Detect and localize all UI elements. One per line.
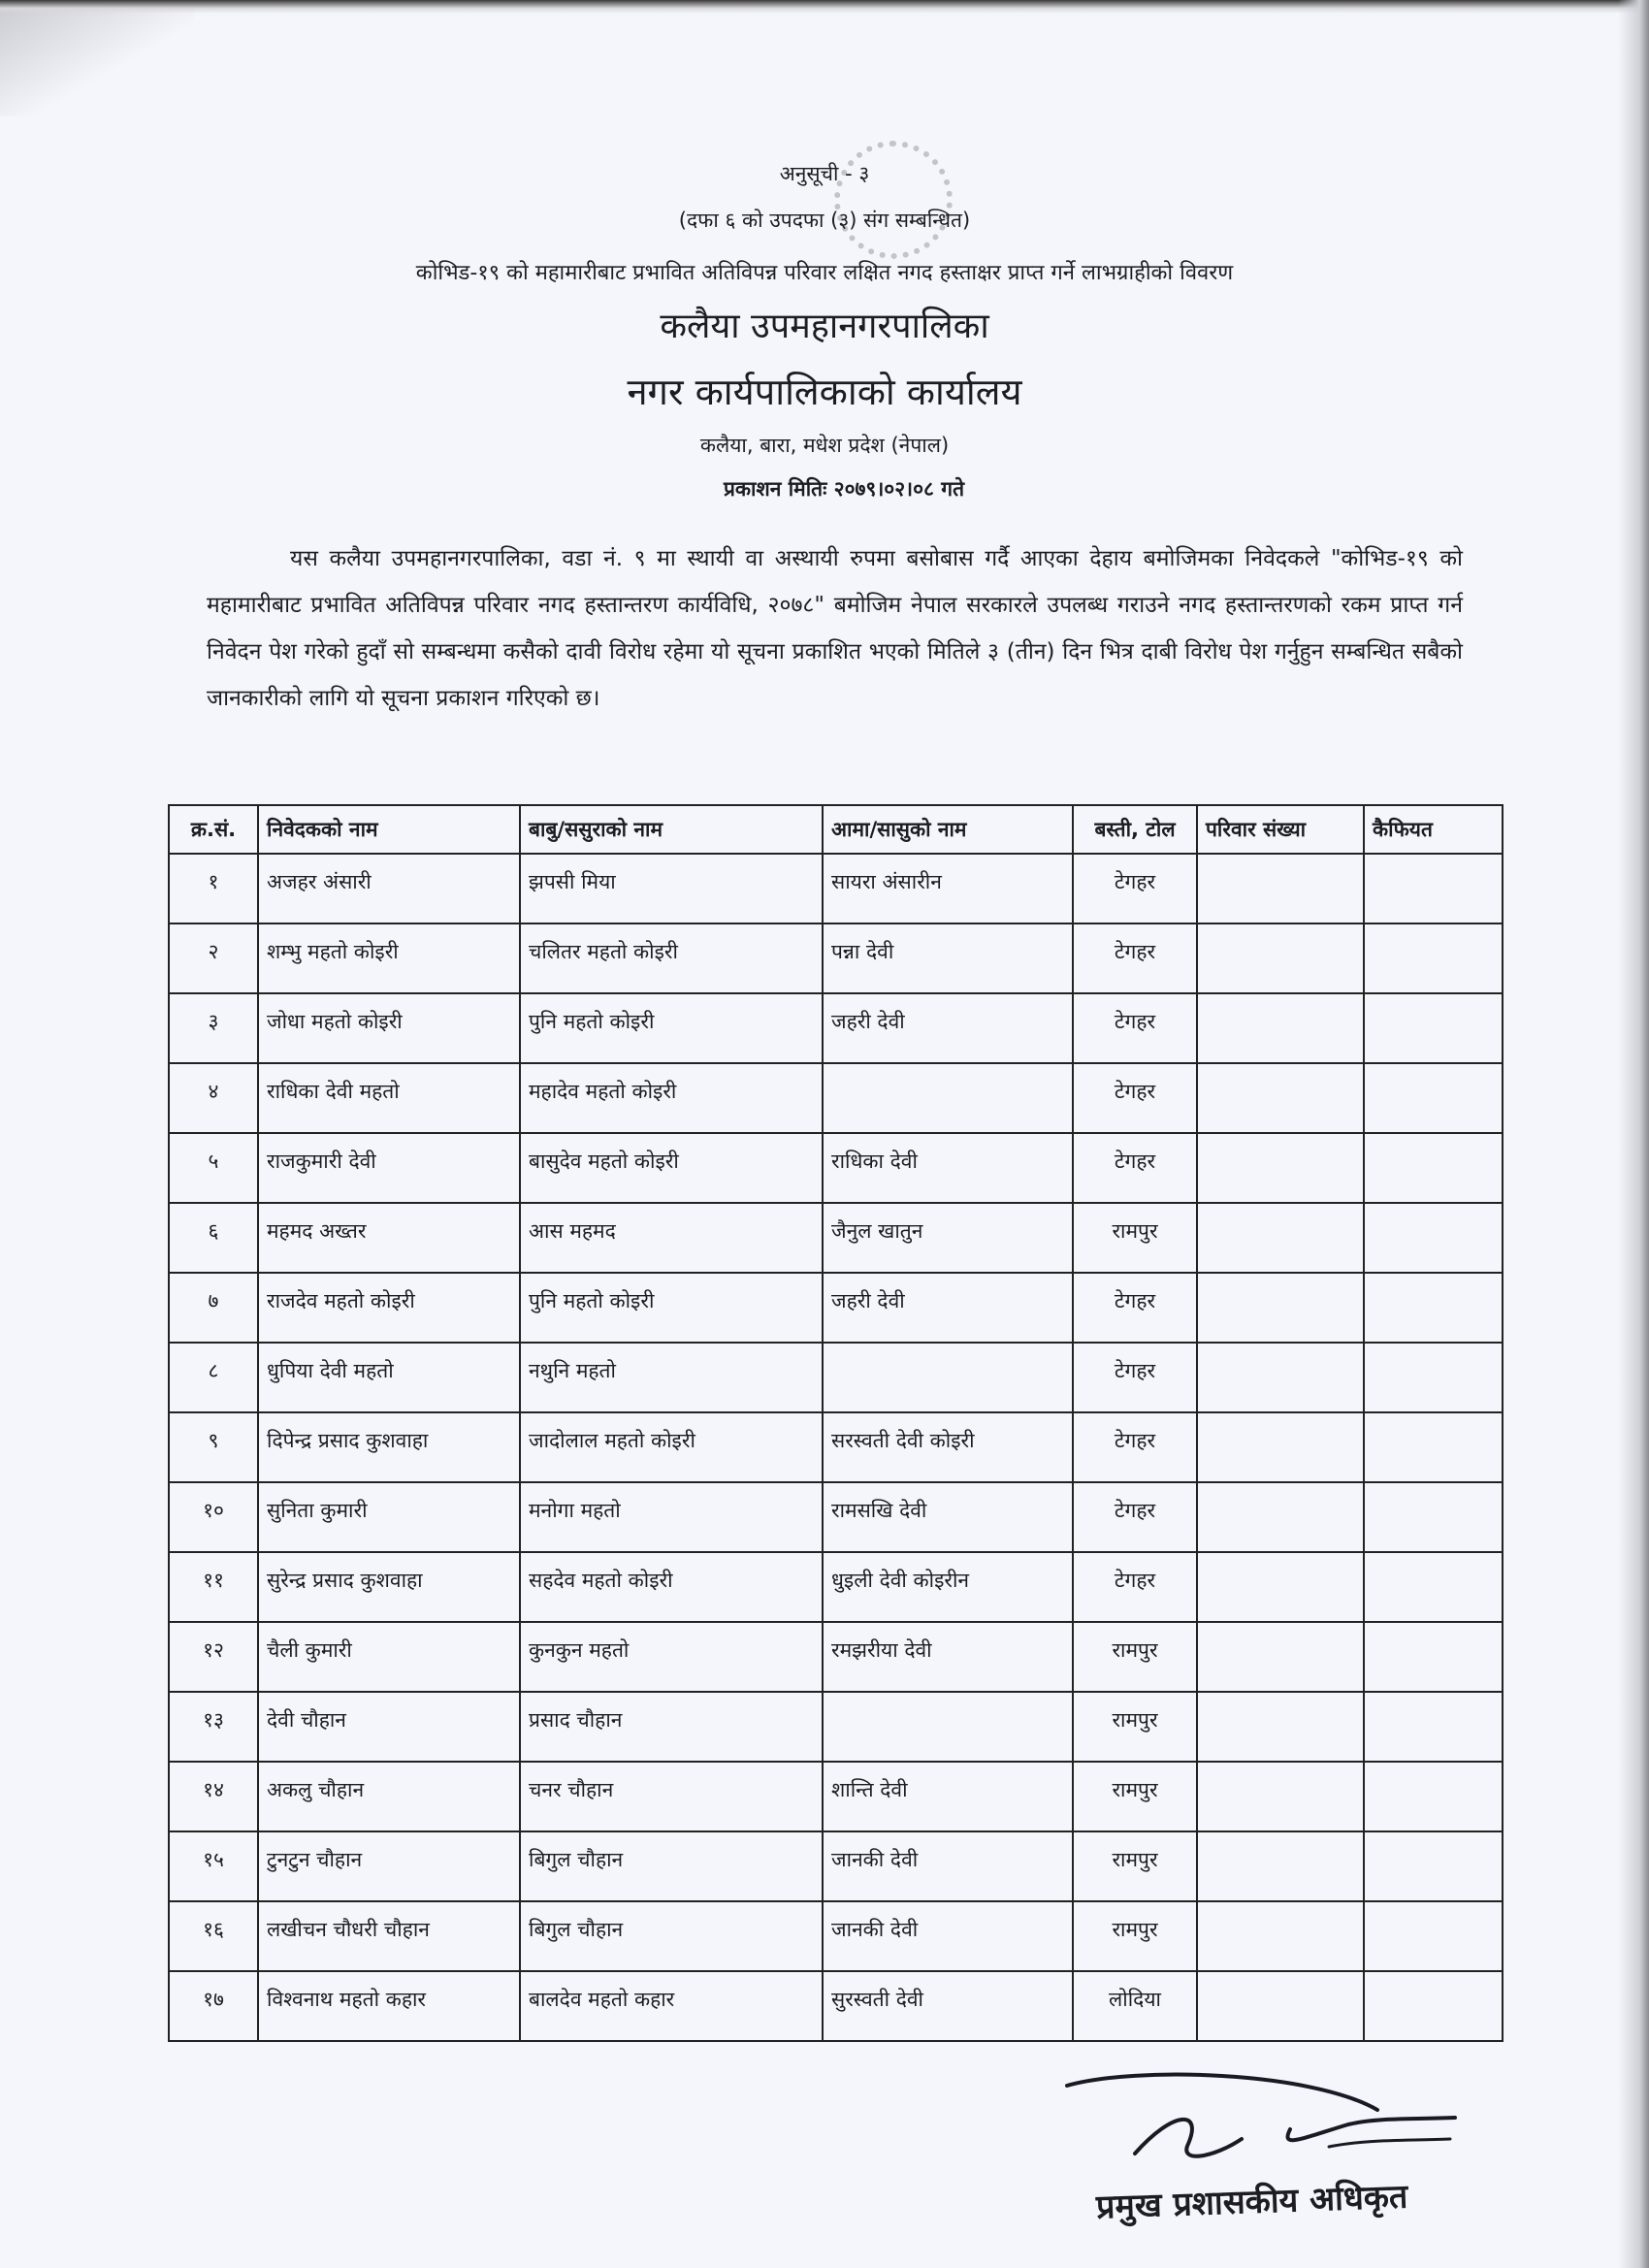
notice-paragraph: यस कलैया उपमहानगरपालिका, वडा नं. ९ मा स्थायी वा अस्थायी रुपमा बसोबास गर्दै आएका देहाय बमोजिमका निवेदकले "कोभिड-१९ को महामारीबाट प्रभावित अतिविपन्न परिवार नगद हस्तान्तरण कार्यविधि, २०७८" बमोजिम नेपाल सरकारले उपलब्ध गराउने नगद हस्तान्तरणको रकम प्राप्त गर्न निवेदन पेश गरेको हुदाँ सो सम्बन्धमा कसैको दावी विरोध रहेमा यो सूचना प्रकाशित भएको मितिले ३ (तीन) दिन भित्र दाबी विरोध पेश गर्नुहुन सम्बन्धित सबैको जानकारीको लागि यो सूचना प्रकाशन गरिएको छ। (207, 546, 1463, 711)
cell-mother: सरस्वती देवी कोइरी (823, 1412, 1073, 1482)
cell-applicant: शम्भु महतो कोइरी (258, 923, 520, 993)
cell-applicant: लखीचन चौधरी चौहान (258, 1901, 520, 1971)
column-header-family-size: परिवार संख्या (1197, 805, 1364, 854)
cell-father: चलितर महतो कोइरी (520, 923, 823, 993)
cell-settlement: टेगहर (1073, 993, 1197, 1063)
cell-serial: ८ (169, 1343, 258, 1412)
cell-mother: जानकी देवी (823, 1901, 1073, 1971)
cell-applicant: महमद अख्तर (258, 1203, 520, 1273)
cell-father: पुनि महतो कोइरी (520, 993, 823, 1063)
table-header-row (169, 805, 1503, 854)
table-row (169, 1273, 1503, 1343)
cell-serial: १७ (169, 1971, 258, 2041)
cell-remarks (1364, 1273, 1503, 1343)
cell-father: मनोगा महतो (520, 1482, 823, 1552)
column-header-serial: क्र.सं. (169, 805, 258, 854)
cell-settlement: टेगहर (1073, 1133, 1197, 1203)
table-row (169, 1622, 1503, 1692)
cell-remarks (1364, 1203, 1503, 1273)
cell-remarks (1364, 1133, 1503, 1203)
cell-settlement: टेगहर (1073, 1063, 1197, 1133)
cell-serial: ३ (169, 993, 258, 1063)
cell-father: नथुनि महतो (520, 1343, 823, 1412)
cell-remarks (1364, 1762, 1503, 1831)
annex-label: अनुसूची - ३ (779, 162, 870, 185)
cell-serial: ७ (169, 1273, 258, 1343)
cell-father: झपसी मिया (520, 854, 823, 923)
cell-applicant: राधिका देवी महतो (258, 1063, 520, 1133)
cell-remarks (1364, 1901, 1503, 1971)
office-stamp (834, 141, 953, 259)
cell-remarks (1364, 1063, 1503, 1133)
cell-mother (823, 1063, 1073, 1133)
municipality-name: कलैया उपमहानगरपालिका (660, 307, 989, 346)
cell-applicant: जोधा महतो कोइरी (258, 993, 520, 1063)
section-reference: (दफा ६ को उपदफा (३) संग सम्बन्धित) (678, 209, 971, 232)
table-row (169, 1203, 1503, 1273)
cell-remarks (1364, 1622, 1503, 1692)
cell-serial: ४ (169, 1063, 258, 1133)
column-header-father: बाबु/ससुराको नाम (520, 805, 823, 854)
column-header-applicant: निवेदकको नाम (258, 805, 520, 854)
cell-mother (823, 1343, 1073, 1412)
cell-applicant: चैली कुमारी (258, 1622, 520, 1692)
cell-serial: १२ (169, 1622, 258, 1692)
cell-applicant: राजकुमारी देवी (258, 1133, 520, 1203)
cell-remarks (1364, 854, 1503, 923)
cell-settlement: टेगहर (1073, 1482, 1197, 1552)
cell-father: बिगुल चौहान (520, 1831, 823, 1901)
cell-settlement: रामपुर (1073, 1901, 1197, 1971)
cell-applicant: सुनिता कुमारी (258, 1482, 520, 1552)
cell-serial: २ (169, 923, 258, 993)
cell-settlement: रामपुर (1073, 1831, 1197, 1901)
cell-serial: ५ (169, 1133, 258, 1203)
cell-father: चनर चौहान (520, 1762, 823, 1831)
cell-family-size (1197, 1831, 1364, 1901)
cell-family-size (1197, 923, 1364, 993)
cell-mother: जहरी देवी (823, 993, 1073, 1063)
cell-father: कुनकुन महतो (520, 1622, 823, 1692)
table-row (169, 1133, 1503, 1203)
cell-family-size (1197, 1273, 1364, 1343)
cell-mother (823, 1692, 1073, 1762)
cell-settlement: रामपुर (1073, 1622, 1197, 1692)
cell-father: पुनि महतो कोइरी (520, 1273, 823, 1343)
cell-mother: राधिका देवी (823, 1133, 1073, 1203)
cell-mother: जैनुल खातुन (823, 1203, 1073, 1273)
cell-father: प्रसाद चौहान (520, 1692, 823, 1762)
table-row (169, 1901, 1503, 1971)
cell-family-size (1197, 1901, 1364, 1971)
table-row (169, 1482, 1503, 1552)
cell-family-size (1197, 854, 1364, 923)
cell-serial: ११ (169, 1552, 258, 1622)
cell-serial: १० (169, 1482, 258, 1552)
table-row (169, 1343, 1503, 1412)
cell-settlement: रामपुर (1073, 1692, 1197, 1762)
cell-father: बासुदेव महतो कोइरी (520, 1133, 823, 1203)
cell-applicant: देवी चौहान (258, 1692, 520, 1762)
column-header-remarks: कैफियत (1364, 805, 1503, 854)
cell-settlement: टेगहर (1073, 1412, 1197, 1482)
cell-mother: सुरस्वती देवी (823, 1971, 1073, 2041)
cell-settlement: टेगहर (1073, 854, 1197, 923)
cell-applicant: राजदेव महतो कोइरी (258, 1273, 520, 1343)
cell-father: बालदेव महतो कहार (520, 1971, 823, 2041)
cell-settlement: टेगहर (1073, 1552, 1197, 1622)
cell-settlement: टेगहर (1073, 923, 1197, 993)
cell-applicant: विश्वनाथ महतो कहार (258, 1971, 520, 2041)
cell-father: जादोलाल महतो कोइरी (520, 1412, 823, 1482)
cell-serial: १३ (169, 1692, 258, 1762)
cell-settlement: टेगहर (1073, 1343, 1197, 1412)
table-row (169, 993, 1503, 1063)
cell-remarks (1364, 923, 1503, 993)
table-row (169, 1552, 1503, 1622)
cell-family-size (1197, 993, 1364, 1063)
cell-family-size (1197, 1343, 1364, 1412)
scan-edge-top (0, 0, 1649, 14)
cell-family-size (1197, 1762, 1364, 1831)
cell-family-size (1197, 1622, 1364, 1692)
cell-serial: ६ (169, 1203, 258, 1273)
cell-remarks (1364, 1971, 1503, 2041)
cell-family-size (1197, 1971, 1364, 2041)
table-row (169, 923, 1503, 993)
cell-family-size (1197, 1482, 1364, 1552)
cell-remarks (1364, 1831, 1503, 1901)
office-address: कलैया, बारा, मधेश प्रदेश (नेपाल) (699, 434, 950, 457)
cell-applicant: सुरेन्द्र प्रसाद कुशवाहा (258, 1552, 520, 1622)
cell-serial: ९ (169, 1412, 258, 1482)
cell-applicant: अकलु चौहान (258, 1762, 520, 1831)
cell-applicant: टुनटुन चौहान (258, 1831, 520, 1901)
table-row (169, 1692, 1503, 1762)
cell-mother: पन्ना देवी (823, 923, 1073, 993)
cell-remarks (1364, 1343, 1503, 1412)
cell-settlement: रामपुर (1073, 1203, 1197, 1273)
column-header-settlement: बस्ती, टोल (1073, 805, 1197, 854)
signatory-title: प्रमुख प्रशासकीय अधिकृत (1095, 2177, 1408, 2227)
cell-father: बिगुल चौहान (520, 1901, 823, 1971)
cell-mother: धुइली देवी कोइरीन (823, 1552, 1073, 1622)
cell-remarks (1364, 993, 1503, 1063)
table-row (169, 1412, 1503, 1482)
table-row (169, 854, 1503, 923)
table-row (169, 1831, 1503, 1901)
cell-father: आस महमद (520, 1203, 823, 1273)
cell-family-size (1197, 1063, 1364, 1133)
table-row (169, 1971, 1503, 2041)
document-subject: कोभिड-१९ को महामारीबाट प्रभावित अतिविपन्न परिवार लक्षित नगद हस्ताक्षर प्राप्त गर्ने लाभग्राहीको विवरण (415, 261, 1234, 285)
cell-settlement: टेगहर (1073, 1273, 1197, 1343)
cell-father: महादेव महतो कोइरी (520, 1063, 823, 1133)
cell-remarks (1364, 1482, 1503, 1552)
cell-mother: शान्ति देवी (823, 1762, 1073, 1831)
table-row (169, 1063, 1503, 1133)
handwritten-signature (1057, 2071, 1465, 2178)
cell-family-size (1197, 1412, 1364, 1482)
table-body (169, 854, 1503, 2041)
cell-family-size (1197, 1552, 1364, 1622)
publication-date: प्रकाशन मितिः २०७९।०२।०८ गते (723, 477, 965, 501)
cell-family-size (1197, 1203, 1364, 1273)
cell-father: सहदेव महतो कोइरी (520, 1552, 823, 1622)
cell-applicant: अजहर अंसारी (258, 854, 520, 923)
scan-fold-shadow (0, 0, 194, 116)
cell-mother: जहरी देवी (823, 1273, 1073, 1343)
cell-settlement: लोदिया (1073, 1971, 1197, 2041)
cell-mother: रमझरीया देवी (823, 1622, 1073, 1692)
cell-serial: १५ (169, 1831, 258, 1901)
cell-family-size (1197, 1133, 1364, 1203)
cell-applicant: दिपेन्द्र प्रसाद कुशवाहा (258, 1412, 520, 1482)
cell-serial: १६ (169, 1901, 258, 1971)
cell-remarks (1364, 1552, 1503, 1622)
cell-mother: रामसखि देवी (823, 1482, 1073, 1552)
column-header-mother: आमा/सासुको नाम (823, 805, 1073, 854)
cell-serial: १४ (169, 1762, 258, 1831)
cell-mother: सायरा अंसारीन (823, 854, 1073, 923)
cell-mother: जानकी देवी (823, 1831, 1073, 1901)
table-row (169, 1762, 1503, 1831)
cell-settlement: रामपुर (1073, 1762, 1197, 1831)
cell-applicant: धुपिया देवी महतो (258, 1343, 520, 1412)
cell-family-size (1197, 1692, 1364, 1762)
cell-serial: १ (169, 854, 258, 923)
cell-remarks (1364, 1412, 1503, 1482)
cell-remarks (1364, 1692, 1503, 1762)
beneficiary-table (168, 804, 1504, 2042)
office-name: नगर कार्यपालिकाको कार्यालय (627, 371, 1022, 413)
